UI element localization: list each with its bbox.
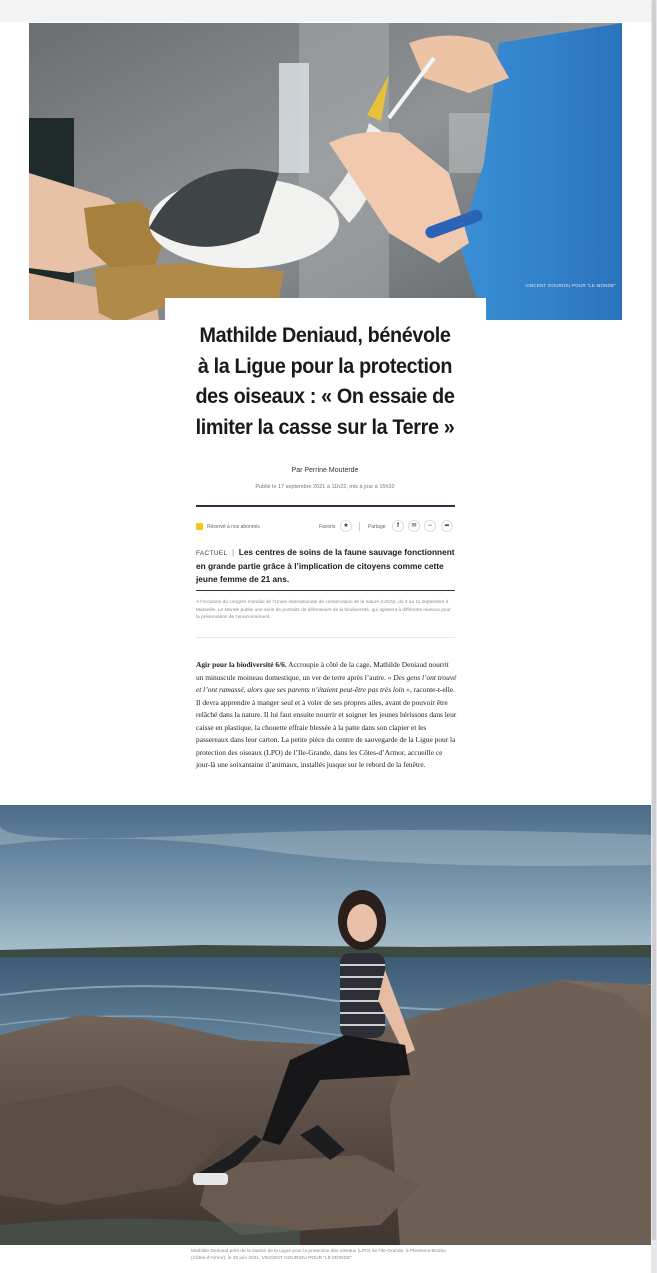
- header-divider: [196, 505, 455, 507]
- body-quote: « Des gens l’ont trouvé et l’ont ramassé, alors que ses parents n’étaient peut-être pas très loin »: [196, 672, 457, 694]
- hero-photo-image: [29, 23, 622, 320]
- intro-divider: [196, 637, 455, 638]
- scrollbar-thumb[interactable]: [652, 0, 656, 1240]
- intro-part2: publie une série de portraits de défenseurs de la biodiversité, qui agissent à différents niveaux pour la préservation de l’environnement.: [196, 607, 451, 621]
- top-band: [0, 0, 651, 22]
- summary-text: Les centres de soins de la faune sauvage fonctionnent en grande partie grâce à l’implication de citoyens comme cette jeune femme de 21 ans.: [196, 547, 455, 584]
- share-label: Partage: [368, 524, 386, 530]
- series-intro: [196, 599, 455, 622]
- kicker-separator: |: [229, 547, 237, 557]
- hero-photo-credit: VINCENT GOURIOU POUR "LE MONDE": [525, 283, 616, 288]
- favorite-star-icon[interactable]: ★: [340, 520, 352, 532]
- share-arrow-icon[interactable]: ➦: [441, 520, 453, 532]
- body-part2: , raconte-t-elle. Il devra apprendre à manger seul et à voler de ses propres ailes, avant de pouvoir être relâché dans la nature. Il lui faut ensuite nourrir et soigner les jeunes hérissons dans leur caisse en plastique, la chouette effraie blessée à la patte dans son clapier et les passereaux dans leur carton. La petite pièce du centre de sauvegarde de la Ligue pour la protection des oiseaux (LPO) de l’Ile-Grande, dans les Côtes-d’Armor, accueille ce jour-là une soixantaine d’animaux, installés jusque sur le rebord de la fenêtre.: [196, 685, 457, 769]
- body-lead: Agir pour la biodiversité 6/6.: [196, 660, 287, 669]
- article-summary: [196, 546, 455, 586]
- article-title: Mathilde Deniaud, bénévole à la Ligue pour la protection des oiseaux : « On essaie de limiter la casse sur la Terre »: [195, 323, 455, 439]
- subscriber-badge-icon: [196, 523, 203, 530]
- facebook-icon[interactable]: f: [392, 520, 404, 532]
- portrait-photo-caption: Mathilde Deniaud près de la station de la Ligue pour la protection des oiseaux (LPO) de l’Ile-Grande, à Pleumeur-Bodou (Côtes-d’Armor), le 20 juin 2021. VINCENT GOURIOU POUR "LE MONDE": [191, 1249, 446, 1262]
- article-toolbar: [196, 519, 455, 535]
- summary-divider: [196, 590, 455, 591]
- portrait-photo-image: [0, 805, 651, 1245]
- portrait-photo: [0, 805, 651, 1245]
- messenger-icon[interactable]: ∼: [424, 520, 436, 532]
- article-byline[interactable]: Par Perrine Mouterde: [291, 467, 359, 474]
- scrollbar[interactable]: [651, 0, 657, 1273]
- intro-publication: Le Monde: [217, 607, 240, 613]
- publication-date: Publié le 17 septembre 2021 à 11h22, mis à jour à 15h32: [255, 484, 395, 490]
- favorites-label: Favoris: [319, 524, 336, 530]
- article-body: [196, 659, 458, 772]
- hero-photo: [29, 23, 622, 320]
- body-part1: Accroupie à côté de la cage, Mathilde Deniaud nourrit un minuscule moineau domestique, un ver de terre après l’autre.: [196, 660, 449, 682]
- intro-part1: A l’occasion du congrès mondial de l’Union internationale de conservation de la nature (UICN), du 3 au 11 septembre à Marseille,: [196, 600, 449, 613]
- toolbar-separator: [359, 522, 360, 531]
- subscriber-label: Réservé à nos abonnés: [207, 524, 260, 530]
- email-icon[interactable]: ✉: [408, 520, 420, 532]
- summary-kicker: FACTUEL: [196, 550, 228, 557]
